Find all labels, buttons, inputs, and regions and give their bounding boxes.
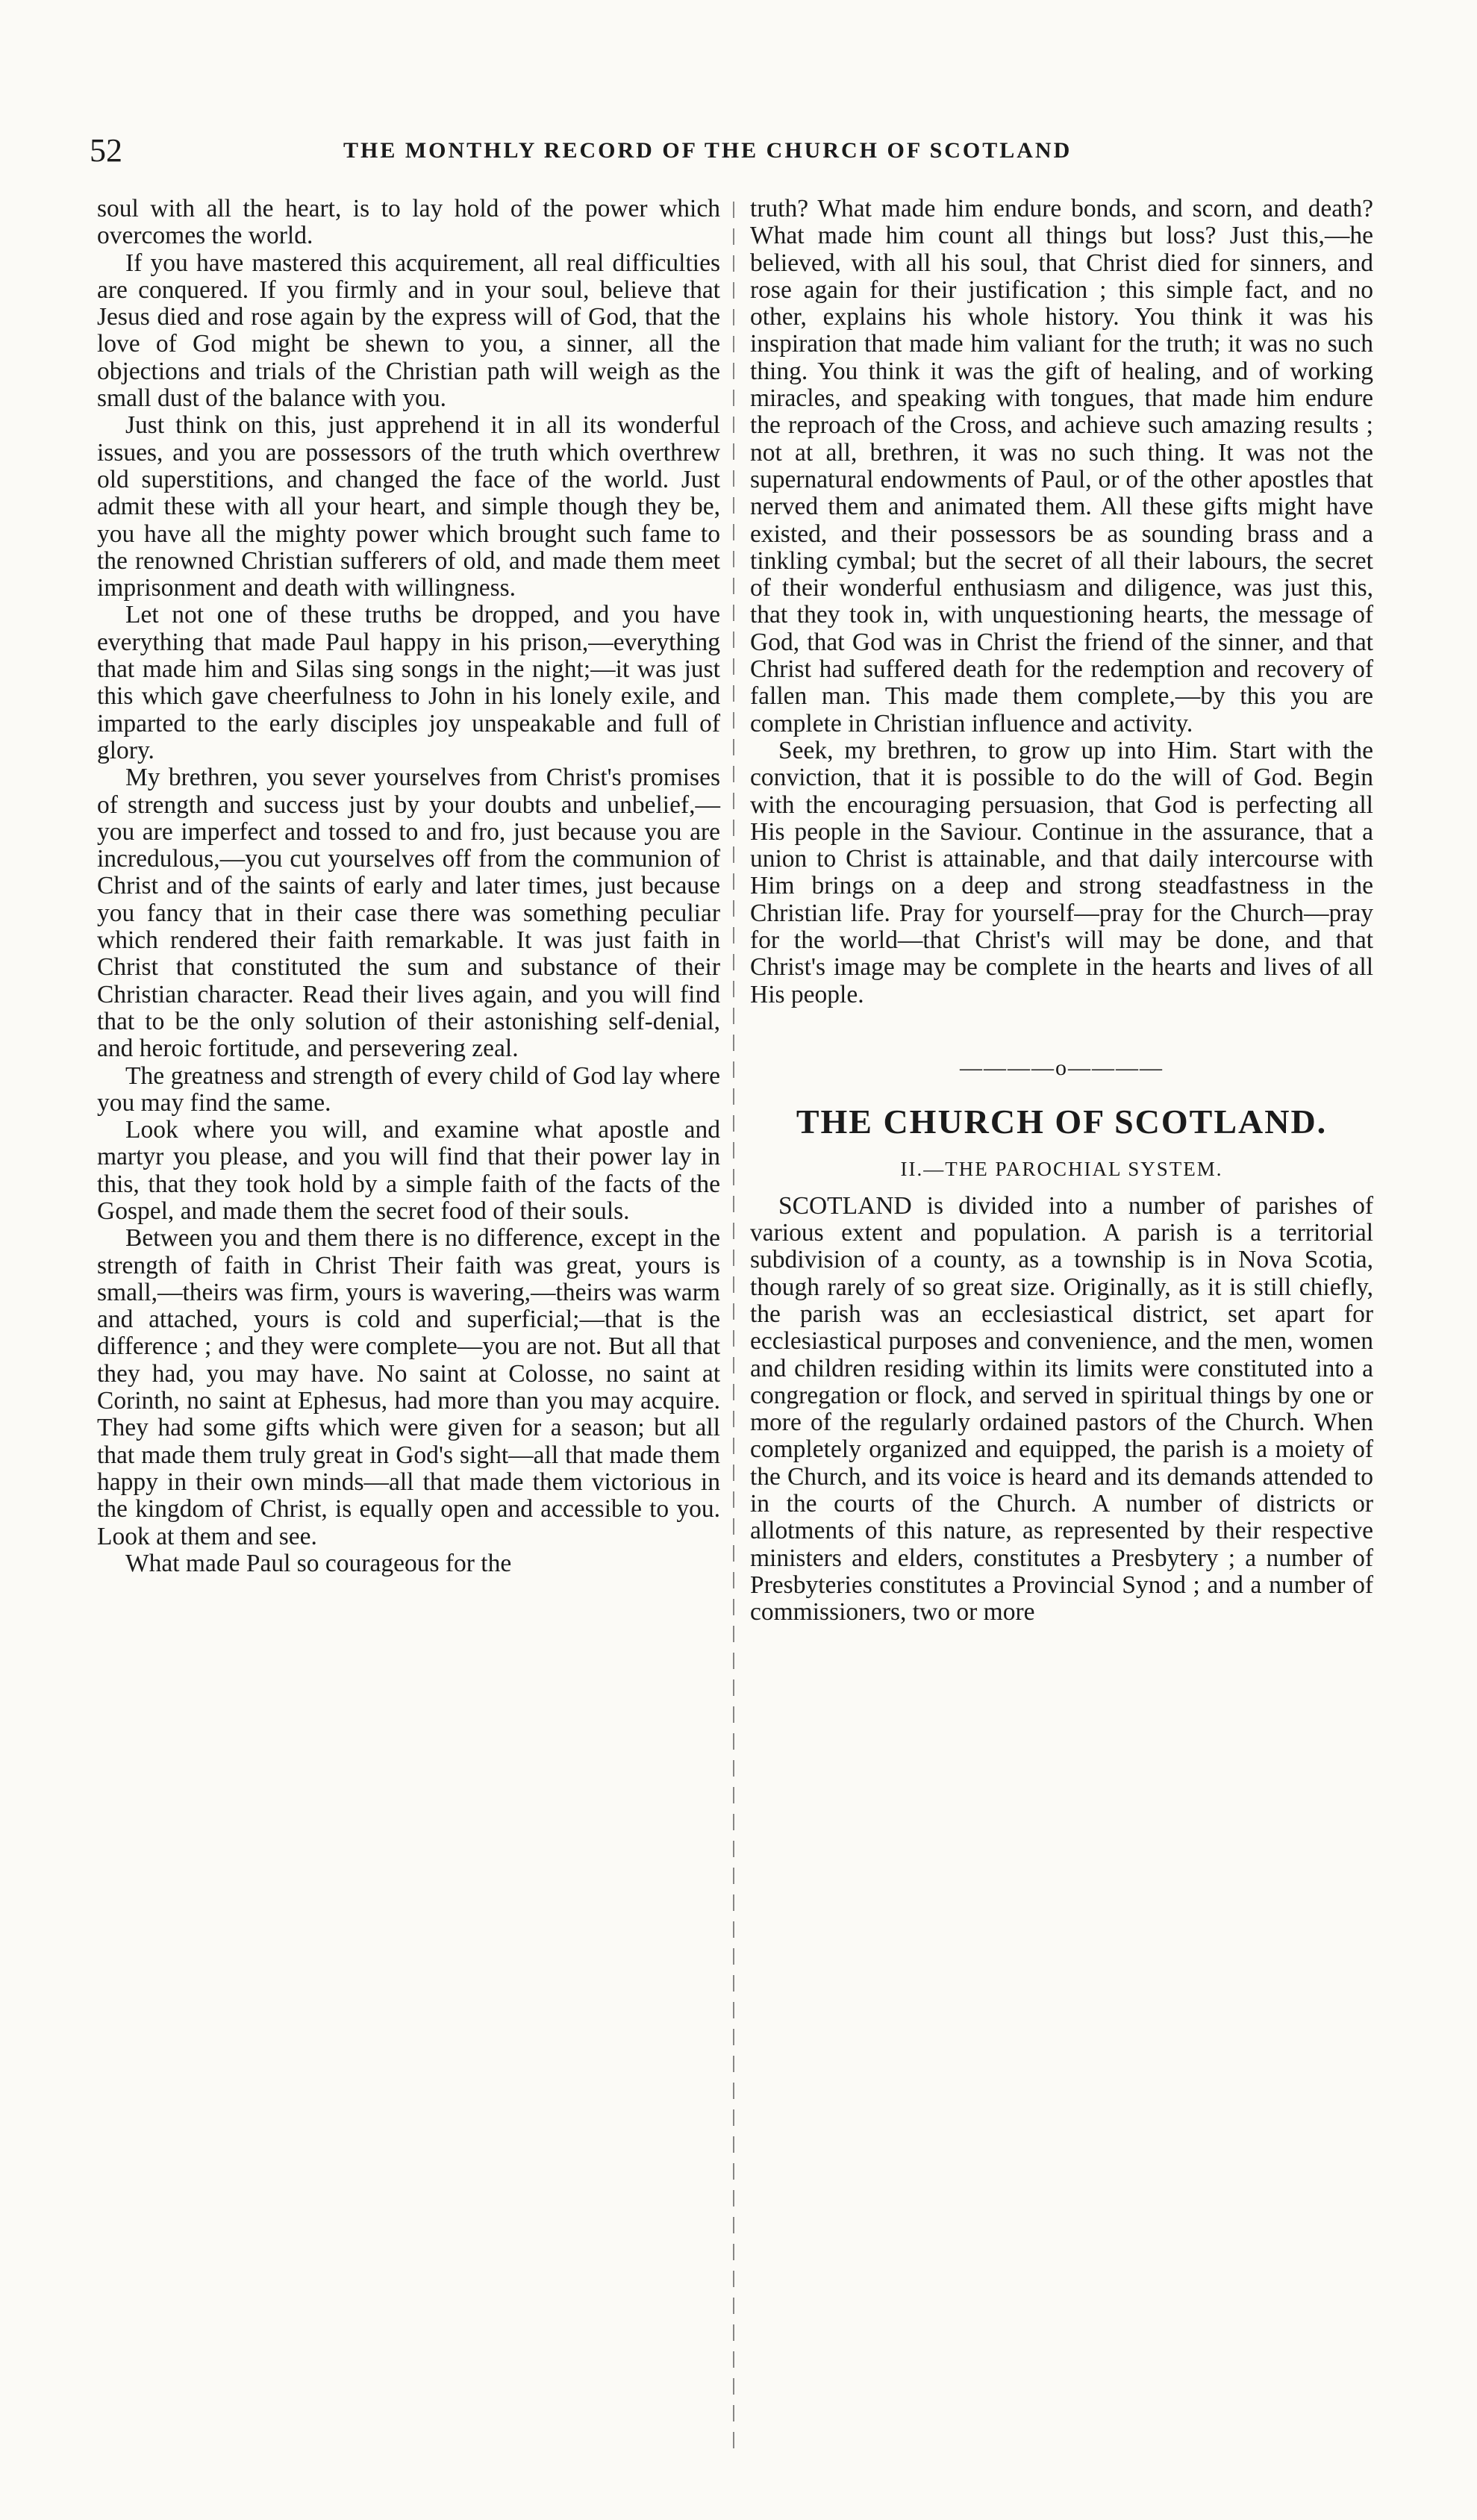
right-column xyxy=(750,196,1373,1627)
right-paragraph-2: Seek, my brethren, to grow up into Him. Start with the conviction, that it is possible to do the will of God. Begin with the encouraging persuasion, that God is perfecting all His people in the Saviour. Continue in the assurance, that a union to Christ is attainable, and that daily intercourse with Him brings on a deep and strong steadfastness in the Christian life. Pray for yourself—pray for the Church—pray for the world—that Christ's will may be done, and that Christ's image may be complete in the hearts and lives of all His people. xyxy=(750,736,1373,1008)
section-ornament: ————o———— xyxy=(960,1055,1164,1080)
left-paragraph-7: Look where you will, and examine what apostle and martyr you please, and you will find that their power lay in this, that they took hold by a simple faith of the facts of the Gospel, and made them the secret food of their souls. xyxy=(97,1116,720,1225)
section-subtitle: II.—THE PAROCHIAL SYSTEM. xyxy=(900,1157,1223,1180)
section-body-paragraph: SCOTLAND is divided into a number of parishes of various extent and population. A parish is a territorial subdivision of a county, as a township is in Nova Scotia, though rarely of so great size. Originally, as it is still chiefly, the parish was an ecclesiastical district, set apart for ecclesiastical purposes and convenience, and the men, women and children residing within its limits were constituted into a congregation or flock, and served in spiritual things by one or more of the regularly ordained pastors of the Church. When completely organized and equipped, the parish is a moiety of the Church, and its voice is heard and its demands attended to in the courts of the Church. A number of districts or allotments of this nature, as represented by their respective ministers and elders, constitutes a Presbytery ; a number of Presbyteries constitutes a Provincial Synod ; and a number of commissioners, two or more xyxy=(750,1191,1373,1627)
left-column xyxy=(97,196,720,1577)
running-title: THE MONTHLY RECORD OF THE CHURCH OF SCOTLAND xyxy=(343,138,1072,163)
section-title: THE CHURCH OF SCOTLAND. xyxy=(796,1102,1328,1141)
left-paragraph-4: Let not one of these truths be dropped, and you have everything that made Paul happy in his prison,—everything that made him and Silas sing songs in the night;—it was just this which gave cheerfulness to John in his lonely exile, and imparted to the early disciples joy unspeakable and full of glory. xyxy=(97,601,720,764)
left-paragraph-9: What made Paul so courageous for the xyxy=(125,1549,512,1577)
left-paragraph-6: The greatness and strength of every child of God lay where you may find the same. xyxy=(97,1061,720,1117)
column-divider xyxy=(733,202,734,2448)
left-paragraph-1: soul with all the heart, is to lay hold of the power which overcomes the world. xyxy=(97,195,720,250)
running-head xyxy=(90,128,1358,173)
page-number: 52 xyxy=(90,132,122,169)
left-paragraph-8: Between you and them there is no difference, except in the strength of faith in Christ Their faith was great, yours is small,—theirs was firm, yours is wavering,—theirs was warm and attached, yours is cold and superficial;—that is the difference ; and they were complete—you are not. But all that they had, you may have. No saint at Colosse, no saint at Corinth, no saint at Ephesus, had more than you may acquire. They had some gifts which were given for a season; but all that made them truly great in God's sight—all that made them happy in their own minds—all that made them victorious in the kingdom of Christ, is equally open and accessible to you. Look at them and see. xyxy=(97,1224,720,1550)
left-paragraph-5: My brethren, you sever yourselves from Christ's promises of strength and success just by your doubts and unbelief,—you are imperfect and tossed to and fro, just because you are incredulous,—you cut yourselves off from the communion of Christ and of the saints of early and later times, just because you fancy that in their case there was something peculiar which rendered their faith remarkable. It was just faith in Christ that constituted the sum and substance of their Christian character. Read their lives again, and you will find that to be the only solution of their astonishing self-denial, and heroic fortitude, and persevering zeal. xyxy=(97,764,720,1063)
left-paragraph-2: If you have mastered this acquirement, all real difficulties are conquered. If you firmly and in your soul, believe that Jesus died and rose again by the express will of God, that the love of God might be shewn to you, a sinner, all the objections and trials of the Christian path will weigh as the small dust of the balance with you. xyxy=(97,249,720,413)
left-paragraph-3: Just think on this, just apprehend it in all its wonderful issues, and you are possessors of the truth which overthrew old superstitions, and changed the face of the world. Just admit these with all your heart, and simple though they be, you have all the mighty power which brought such fame to the renowned Christian sufferers of old, and made them meet imprisonment and death with willingness. xyxy=(97,411,720,602)
right-continuation-paragraph: truth? What made him endure bonds, and scorn, and death? What made him count all things but loss? Just this,—he believed, with all his soul, that Christ died for sinners, and rose again for their justification ; this simple fact, and no other, explains his whole history. You think it was his inspiration that made him valiant for the truth; it was no such thing. You think it was the gift of healing, and of working miracles, and speaking with tongues, that made him endure the reproach of the Cross, and achieve such amazing results ; not at all, brethren, it was no such thing. It was not the supernatural endowments of Paul, or of the other apostles that nerved them and animated them. All these gifts might have existed, and their possessors be as sounding brass and a tinkling cymbal; but the secret of all their labours, the secret of their wonderful enthusiasm and diligence, was just this, that they took in, with unquestioning hearts, the message of God, that God was in Christ the friend of the sinner, and that Christ had suffered death for the redemption and recovery of fallen man. This made them complete,—by this you are complete in Christian influence and activity. xyxy=(750,195,1373,737)
